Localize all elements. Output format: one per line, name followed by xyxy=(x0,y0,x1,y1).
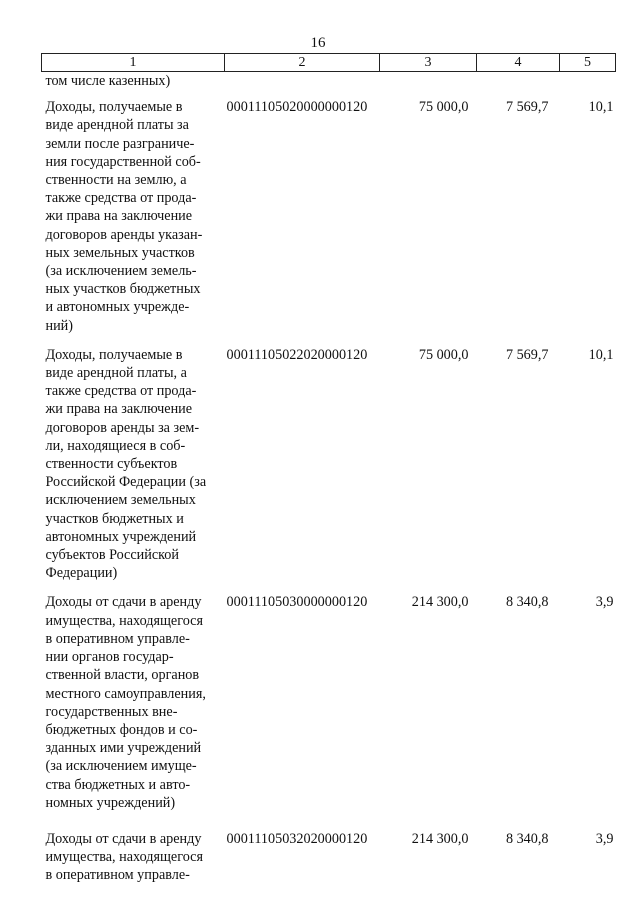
text-line: ства бюджетных и авто- xyxy=(45,776,191,793)
text-line: нии органов государ- xyxy=(45,649,174,666)
header-col-5: 5 xyxy=(560,54,616,72)
continuation-row xyxy=(42,72,616,91)
text-line: в оперативном управле- xyxy=(45,630,190,647)
planned-amount-cell: 214 300,0 xyxy=(411,594,469,611)
text-line: субъектов Российской xyxy=(45,547,179,564)
text-line: Доходы, получаемые в xyxy=(45,346,183,363)
percent-cell: 10,1 xyxy=(588,99,614,116)
text-line: ний) xyxy=(45,317,74,334)
text-line: договоров аренды за зем- xyxy=(45,419,200,436)
text-line: также средства от прода- xyxy=(45,190,197,207)
text-line: ственности субъектов xyxy=(45,456,178,473)
text-line: (за исключением имуще- xyxy=(45,758,197,775)
text-line: Доходы от сдачи в аренду xyxy=(45,594,202,611)
text-line: номных учреждений) xyxy=(45,794,176,811)
text-line: Доходы, получаемые в xyxy=(45,99,183,116)
text-line: в оперативном управле- xyxy=(45,867,190,884)
text-line: исключением земельных xyxy=(45,492,196,509)
text-line: государственных вне- xyxy=(45,703,178,720)
text-line: (за исключением земель- xyxy=(45,263,197,280)
table-header xyxy=(42,54,616,72)
budget-code-cell: 00011105022020000120 xyxy=(226,346,368,363)
row-spacer xyxy=(42,335,616,346)
budget-code-cell: 00011105020000000120 xyxy=(226,99,368,116)
text-line: том числе казенных) xyxy=(45,73,171,89)
text-line: и автономных учрежде- xyxy=(45,299,190,316)
text-line: ственной власти, органов xyxy=(45,667,200,684)
header-col-2: 2 xyxy=(225,54,380,72)
header-col-4: 4 xyxy=(477,54,560,72)
income-name-cell xyxy=(42,346,225,583)
header-col-1: 1 xyxy=(42,54,225,72)
text-line: ных участков бюджетных xyxy=(45,281,201,298)
text-line: Российской Федерации (за xyxy=(45,474,207,491)
header-col-3: 3 xyxy=(380,54,477,72)
text-line: виде арендной платы за xyxy=(45,117,189,134)
actual-amount-cell: 7 569,7 xyxy=(505,346,549,363)
text-line: виде арендной платы, а xyxy=(45,365,187,382)
actual-amount-cell: 8 340,8 xyxy=(505,594,549,611)
percent-cell: 3,9 xyxy=(595,594,614,611)
text-line: жи права на заключение xyxy=(45,208,193,225)
table-row xyxy=(42,830,616,885)
budget-code-cell: 00011105030000000120 xyxy=(226,594,368,611)
percent-cell: 10,1 xyxy=(588,346,614,363)
text-line: земли после разграниче- xyxy=(45,135,195,152)
table-row xyxy=(42,346,616,583)
text-line: имущества, находящегося xyxy=(45,849,203,866)
row-spacer xyxy=(42,582,616,593)
actual-amount-cell: 7 569,7 xyxy=(505,99,549,116)
budget-code-cell: 00011105032020000120 xyxy=(226,830,368,847)
text-line: автономных учреждений xyxy=(45,528,197,545)
text-line: также средства от прода- xyxy=(45,383,197,400)
text-line: участков бюджетных и xyxy=(45,510,184,527)
continuation-text xyxy=(42,72,225,91)
text-line: ния государственной соб- xyxy=(45,153,201,170)
income-name-cell xyxy=(42,98,225,335)
text-line: имущества, находящегося xyxy=(45,612,203,629)
row-spacer xyxy=(42,812,616,830)
header-row xyxy=(42,54,616,72)
text-line: Федерации) xyxy=(45,565,118,582)
text-line: ных земельных участков xyxy=(45,244,195,261)
percent-cell: 3,9 xyxy=(595,830,614,847)
table-row xyxy=(42,98,616,335)
table-row xyxy=(42,593,616,811)
text-line: местного самоуправления, xyxy=(45,685,206,702)
text-line: жи права на заключение xyxy=(45,401,193,418)
page-number: 16 xyxy=(310,35,326,51)
text-line: договоров аренды указан- xyxy=(45,226,203,243)
text-line: бюджетных фондов и со- xyxy=(45,721,198,738)
text-line: Доходы от сдачи в аренду xyxy=(45,830,202,847)
text-line: ственности на землю, а xyxy=(45,172,187,189)
table-body xyxy=(42,72,616,885)
income-name-cell xyxy=(42,830,225,885)
budget-table xyxy=(41,53,616,885)
row-spacer xyxy=(42,90,616,98)
income-name-cell xyxy=(42,593,225,811)
planned-amount-cell: 214 300,0 xyxy=(411,830,469,847)
planned-amount-cell: 75 000,0 xyxy=(418,346,469,363)
planned-amount-cell: 75 000,0 xyxy=(418,99,469,116)
actual-amount-cell: 8 340,8 xyxy=(505,830,549,847)
text-line: ли, находящиеся в соб- xyxy=(45,437,186,454)
budget-table-container xyxy=(41,53,615,885)
text-line: зданных ими учреждений xyxy=(45,740,202,757)
